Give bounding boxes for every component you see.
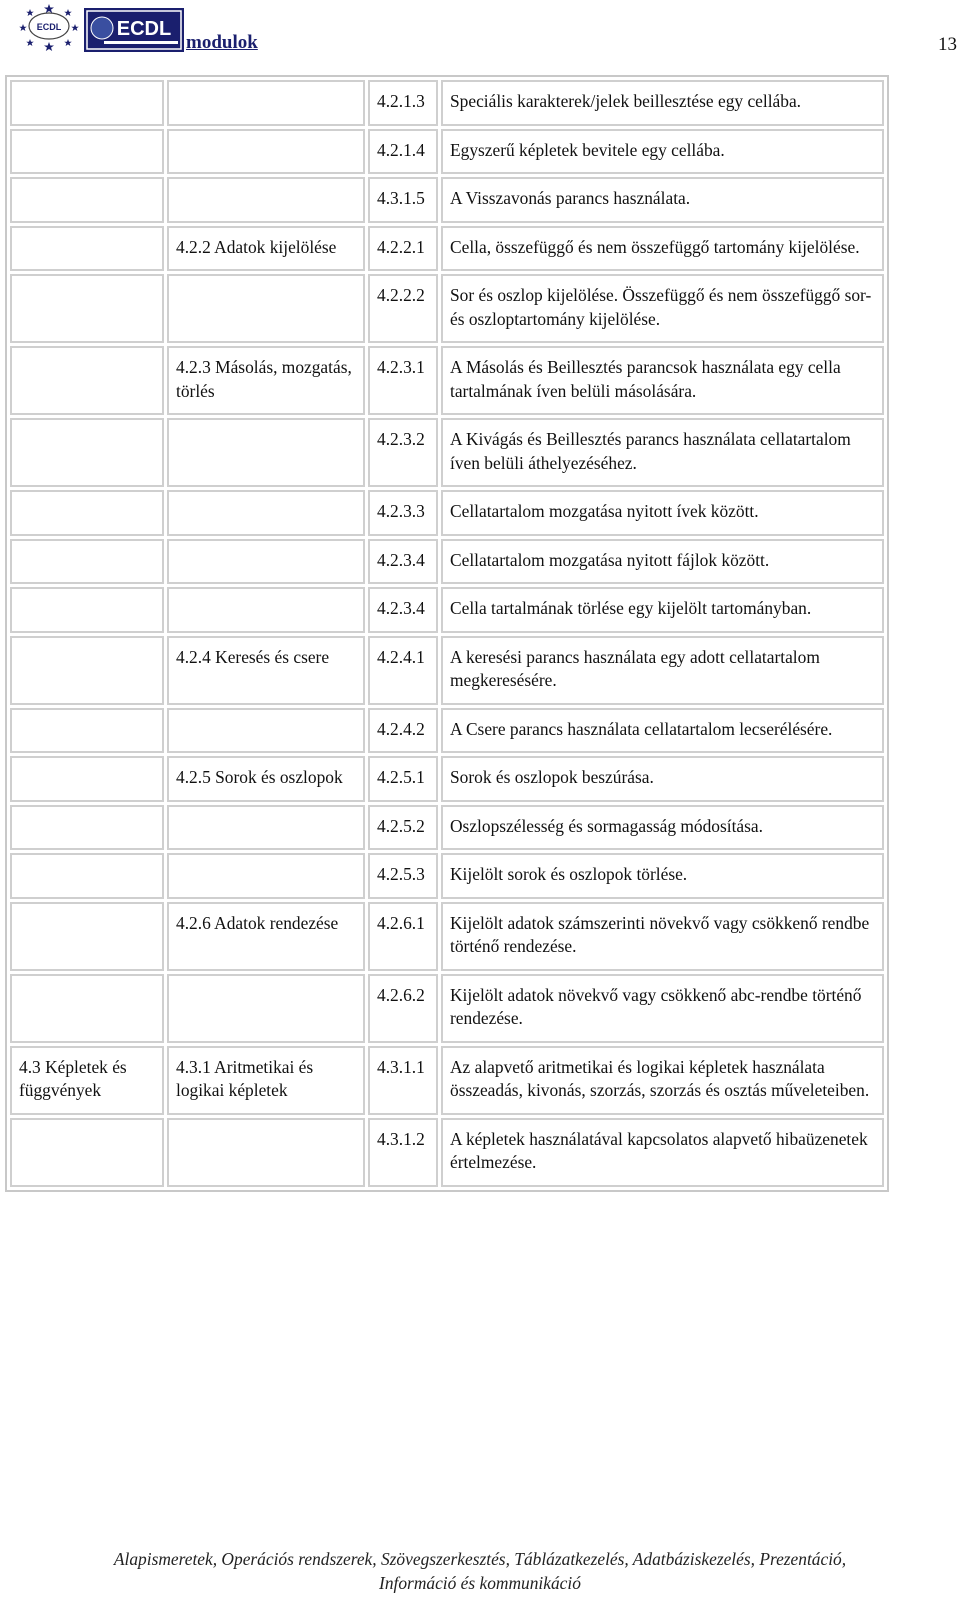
skill-set-cell [167, 80, 365, 126]
footer-line-1: Alapismeretek, Operációs rendszerek, Szövegszerkesztés, Táblázatkezelés, Adatbáziskezelés, Prezentáció, [113, 1549, 847, 1569]
skill-set-cell [167, 974, 365, 1043]
category-cell [10, 177, 164, 223]
table-row [10, 805, 884, 851]
task-item-cell: Kijelölt adatok számszerinti növekvő vagy csökkenő rendbe történő rendezése. [441, 902, 884, 971]
table-row [10, 539, 884, 585]
table-row [10, 80, 884, 126]
table-row [10, 177, 884, 223]
category-cell [10, 226, 164, 272]
ref-code-cell: 4.2.6.1 [368, 902, 438, 971]
skill-set-cell: 4.2.2 Adatok kijelölése [167, 226, 365, 272]
category-cell [10, 539, 164, 585]
ref-code-cell: 4.2.3.4 [368, 587, 438, 633]
ref-code-cell: 4.3.1.5 [368, 177, 438, 223]
skill-set-cell [167, 490, 365, 536]
skill-set-cell [167, 274, 365, 343]
table-row [10, 274, 884, 343]
ecdl-brand-logo [84, 8, 184, 52]
table-row [10, 853, 884, 899]
ref-code-cell: 4.2.3.2 [368, 418, 438, 487]
table-row [10, 490, 884, 536]
table-row [10, 708, 884, 754]
ref-code-cell: 4.2.6.2 [368, 974, 438, 1043]
table-row [10, 636, 884, 705]
category-cell [10, 1118, 164, 1187]
task-item-cell: Kijelölt sorok és oszlopok törlése. [441, 853, 884, 899]
skill-set-cell: 4.2.3 Másolás, mozgatás, törlés [167, 346, 365, 415]
page-header [18, 2, 960, 54]
category-cell [10, 853, 164, 899]
skill-set-cell [167, 177, 365, 223]
ref-code-cell: 4.2.2.2 [368, 274, 438, 343]
skill-set-cell [167, 805, 365, 851]
syllabus-table-body [10, 80, 884, 1187]
ref-code-cell: 4.2.3.4 [368, 539, 438, 585]
ref-code-cell: 4.3.1.1 [368, 1046, 438, 1115]
task-item-cell: A Másolás és Beillesztés parancsok használata egy cella tartalmának íven belüli másolására. [441, 346, 884, 415]
table-row [10, 129, 884, 175]
skill-set-cell [167, 539, 365, 585]
category-cell [10, 636, 164, 705]
table-row [10, 226, 884, 272]
category-cell [10, 418, 164, 487]
task-item-cell: A képletek használatával kapcsolatos alapvető hibaüzenetek értelmezése. [441, 1118, 884, 1187]
ref-code-cell: 4.3.1.2 [368, 1118, 438, 1187]
table-row [10, 1046, 884, 1115]
category-cell: 4.3 Képletek és függvények [10, 1046, 164, 1115]
ref-code-cell: 4.2.5.1 [368, 756, 438, 802]
ref-code-cell: 4.2.5.3 [368, 853, 438, 899]
task-item-cell: Cellatartalom mozgatása nyitott fájlok között. [441, 539, 884, 585]
skill-set-cell [167, 418, 365, 487]
task-item-cell: Sorok és oszlopok beszúrása. [441, 756, 884, 802]
category-cell [10, 756, 164, 802]
skill-set-cell [167, 129, 365, 175]
table-row [10, 974, 884, 1043]
table-row [10, 418, 884, 487]
task-item-cell: A keresési parancs használata egy adott cellatartalom megkeresésére. [441, 636, 884, 705]
task-item-cell: Az alapvető aritmetikai és logikai képletek használata összeadás, kivonás, szorzás, szorzás és osztás műveleteiben. [441, 1046, 884, 1115]
table-row [10, 902, 884, 971]
syllabus-table [5, 75, 889, 1192]
skill-set-cell: 4.2.4 Keresés és csere [167, 636, 365, 705]
header-brand-link[interactable]: modulok [186, 32, 258, 53]
ref-code-cell: 4.2.4.2 [368, 708, 438, 754]
page-number: 13 [938, 34, 957, 55]
skill-set-cell [167, 587, 365, 633]
skill-set-cell [167, 708, 365, 754]
category-cell [10, 902, 164, 971]
category-cell [10, 346, 164, 415]
category-cell [10, 490, 164, 536]
category-cell [10, 708, 164, 754]
skill-set-cell: 4.3.1 Aritmetikai és logikai képletek [167, 1046, 365, 1115]
task-item-cell: Speciális karakterek/jelek beillesztése egy cellába. [441, 80, 884, 126]
table-row [10, 587, 884, 633]
task-item-cell: Kijelölt adatok növekvő vagy csökkenő abc-rendbe történő rendezése. [441, 974, 884, 1043]
skill-set-cell: 4.2.6 Adatok rendezése [167, 902, 365, 971]
ref-code-cell: 4.2.3.3 [368, 490, 438, 536]
page-footer [40, 1548, 920, 1595]
task-item-cell: Cella tartalmának törlése egy kijelölt tartományban. [441, 587, 884, 633]
ref-code-cell: 4.2.1.3 [368, 80, 438, 126]
ecdl-stars-logo [18, 2, 80, 52]
ref-code-cell: 4.2.2.1 [368, 226, 438, 272]
task-item-cell: Oszlopszélesség és sormagasság módosítása. [441, 805, 884, 851]
task-item-cell: A Csere parancs használata cellatartalom lecserélésére. [441, 708, 884, 754]
task-item-cell: A Visszavonás parancs használata. [441, 177, 884, 223]
category-cell [10, 805, 164, 851]
ref-code-cell: 4.2.3.1 [368, 346, 438, 415]
ref-code-cell: 4.2.4.1 [368, 636, 438, 705]
category-cell [10, 80, 164, 126]
task-item-cell: Cellatartalom mozgatása nyitott ívek között. [441, 490, 884, 536]
task-item-cell: Egyszerű képletek bevitele egy cellába. [441, 129, 884, 175]
skill-set-cell: 4.2.5 Sorok és oszlopok [167, 756, 365, 802]
category-cell [10, 129, 164, 175]
task-item-cell: A Kivágás és Beillesztés parancs használata cellatartalom íven belüli áthelyezéséhez. [441, 418, 884, 487]
skill-set-cell [167, 1118, 365, 1187]
category-cell [10, 974, 164, 1043]
logo1-text: ECDL [36, 22, 62, 32]
skill-set-cell [167, 853, 365, 899]
logo2-text: ECDL [116, 18, 172, 40]
ref-code-cell: 4.2.5.2 [368, 805, 438, 851]
table-row [10, 346, 884, 415]
category-cell [10, 274, 164, 343]
table-row [10, 756, 884, 802]
category-cell [10, 587, 164, 633]
task-item-cell: Sor és oszlop kijelölése. Összefüggő és nem összefüggő sor- és oszloptartomány kijelölése. [441, 274, 884, 343]
task-item-cell: Cella, összefüggő és nem összefüggő tartomány kijelölése. [441, 226, 884, 272]
footer-line-2: Információ és kommunikáció [379, 1572, 581, 1593]
table-row [10, 1118, 884, 1187]
ref-code-cell: 4.2.1.4 [368, 129, 438, 175]
